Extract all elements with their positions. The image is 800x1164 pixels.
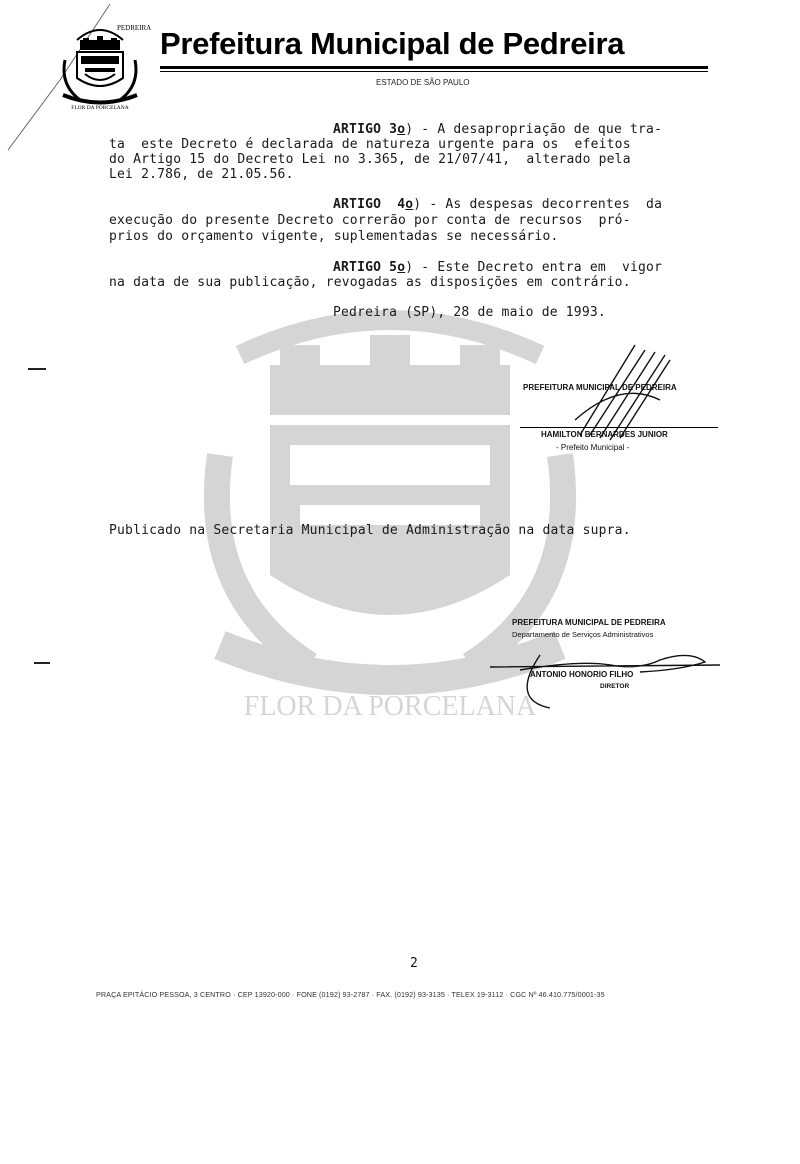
art3-ordinal: o [397,122,406,137]
art4-label: ARTIGO 4 [333,197,406,212]
art4-line-2: execução do presente Decreto correrão por conta de recursos pró- [109,213,631,228]
art3-first-line-text: ) - A desapropriação de que tra- [405,122,663,137]
art4-line-3: prios do orçamento vigente, suplementadas se necessário. [109,229,559,244]
art3-line-2: ta este Decreto é declarada de natureza urgente para os efeitos [109,137,631,152]
mayor-stamp-org: PREFEITURA MUNICIPAL DE PEDREIRA [523,383,677,392]
scan-speck [34,662,50,664]
page-number: 2 [410,956,418,971]
crest-motto: FLOR DA PORCELANA [71,105,129,111]
footer-address: PRAÇA EPITÁCIO PESSOA, 3 CENTRO · CEP 13920-000 · FONE (0192) 93-2787 · FAX. (0192) 93-3135 · TELEX 19-3112 · CGC Nº 46.410.775/0001-35 [96,990,605,999]
art3-line-3: do Artigo 15 do Decreto Lei no 3.365, de 21/07/41, alterado pela [109,152,631,167]
mayor-name: HAMILTON BERNARDES JUNIOR [541,430,668,439]
art3-line-4: Lei 2.786, de 21.05.56. [109,167,294,182]
header-rule-thin [160,71,708,72]
header-rule-thick [160,66,708,69]
director-stamp-org: PREFEITURA MUNICIPAL DE PEDREIRA [512,618,666,627]
page-title: Prefeitura Municipal de Pedreira [160,26,625,61]
mayor-signature-line [520,427,718,428]
director-name: ANTONIO HONORIO FILHO [530,670,634,679]
watermark-motto: FLOR DA PORCELANA [243,691,537,722]
published-line: Publicado na Secretaria Municipal de Administração na data supra. [109,523,631,538]
art5-line-2: na data de sua publicação, revogadas as disposições em contrário. [109,275,631,290]
art3-label: ARTIGO 3 [333,122,398,137]
municipal-crest-logo [55,10,152,115]
art5-first-line [333,260,662,276]
state-subtitle: ESTADO DE SÃO PAULO [376,78,470,87]
scan-speck [28,368,46,370]
art3-first-line [333,122,662,138]
director-department: Departamento de Serviços Administrativos [512,630,654,639]
art5-first-line-text: ) - Este Decreto entra em vigor [405,260,663,275]
date-line: Pedreira (SP), 28 de maio de 1993. [333,305,606,320]
art5-label: ARTIGO 5 [333,260,398,275]
art4-ordinal: o [405,197,414,212]
crest-banner-text: PEDREIRA [117,24,152,32]
art4-first-line-text: ) - As despesas decorrentes da [413,197,663,212]
director-role: DIRETOR [600,683,630,690]
art5-ordinal: o [397,260,406,275]
art4-first-line [333,197,662,213]
mayor-role: - Prefeito Municipal - [556,443,630,452]
